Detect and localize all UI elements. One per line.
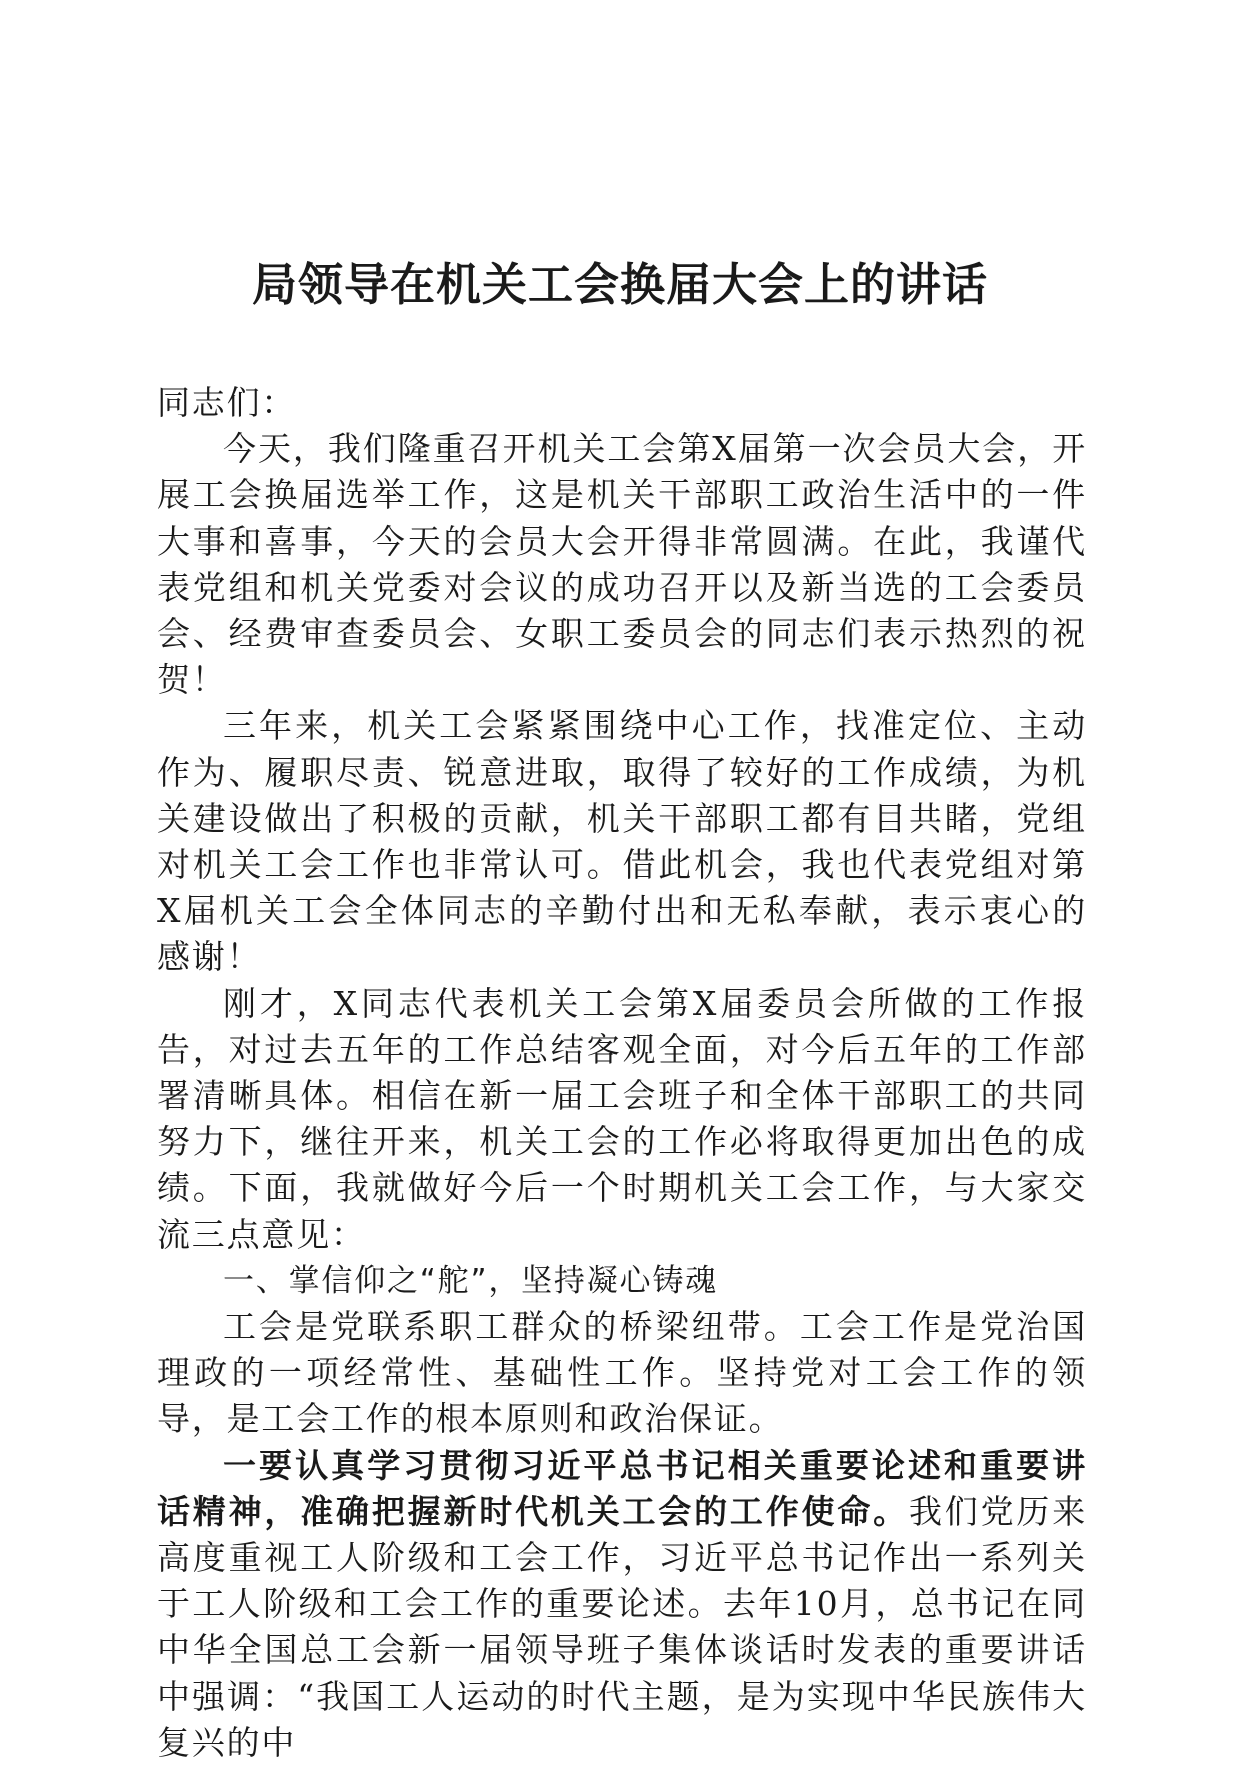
paragraph-achievements: 三年来，机关工会紧紧围绕中心工作，找准定位、主动作为、履职尽责、锐意进取，取得了较好的工作成绩，为机关建设做出了积极的贡献，机关干部职工都有目共睹，党组对机关工会工作也非常认可。借此机会，我也代表党组对第X届机关工会全体同志的辛勤付出和无私奉献，表示衷心的感谢！ xyxy=(157,706,1087,977)
document-title: 局领导在机关工会换届大会上的讲话 xyxy=(251,258,988,311)
document-body xyxy=(157,380,1087,1766)
paragraph-opening: 今天，我们隆重召开机关工会第X届第一次会员大会，开展工会换届选举工作，这是机关干部职工政治生活中的一件大事和喜事，今天的会员大会开得非常圆满。在此，我谨代表党组和机关党委对会议的成功召开以及新当选的工会委员会、经费审查委员会、女职工委员会的同志们表示热烈的祝贺！ xyxy=(157,429,1087,700)
section-heading: 一、掌信仰之“舵”，坚持凝心铸魂 xyxy=(223,1262,718,1299)
section-paragraph: 工会是党联系职工群众的桥梁纽带。工会工作是党治国理政的一项经常性、基础性工作。坚持党对工会工作的领导，是工会工作的根本原则和政治保证。 xyxy=(157,1307,1087,1439)
point-one-lead: 一要认真学习贯彻习近平总书记相关重要论述和重要讲话精神，准确把握新时代机关工会的工作使命。 xyxy=(157,1445,1087,1531)
point-one-text: 我们党历来高度重视工人阶级和工会工作，习近平总书记作出一系列关于工人阶级和工会工作的重要论述。去年10月，总书记在同中华全国总工会新一届领导班子集体谈话时发表的重要讲话中强调：“我国工人运动的时代主题，是为实现中华民族伟大复兴的中 xyxy=(157,1491,1087,1762)
salutation: 同志们： xyxy=(157,383,297,422)
point-one-paragraph xyxy=(157,1443,1087,1766)
paragraph-report: 刚才，X同志代表机关工会第X届委员会所做的工作报告，对过去五年的工作总结客观全面，对今后五年的工作部署清晰具体。相信在新一届工会班子和全体干部职工的共同努力下，继往开来，机关工会的工作必将取得更加出色的成绩。下面，我就做好今后一个时期机关工会工作，与大家交流三点意见： xyxy=(157,983,1087,1254)
